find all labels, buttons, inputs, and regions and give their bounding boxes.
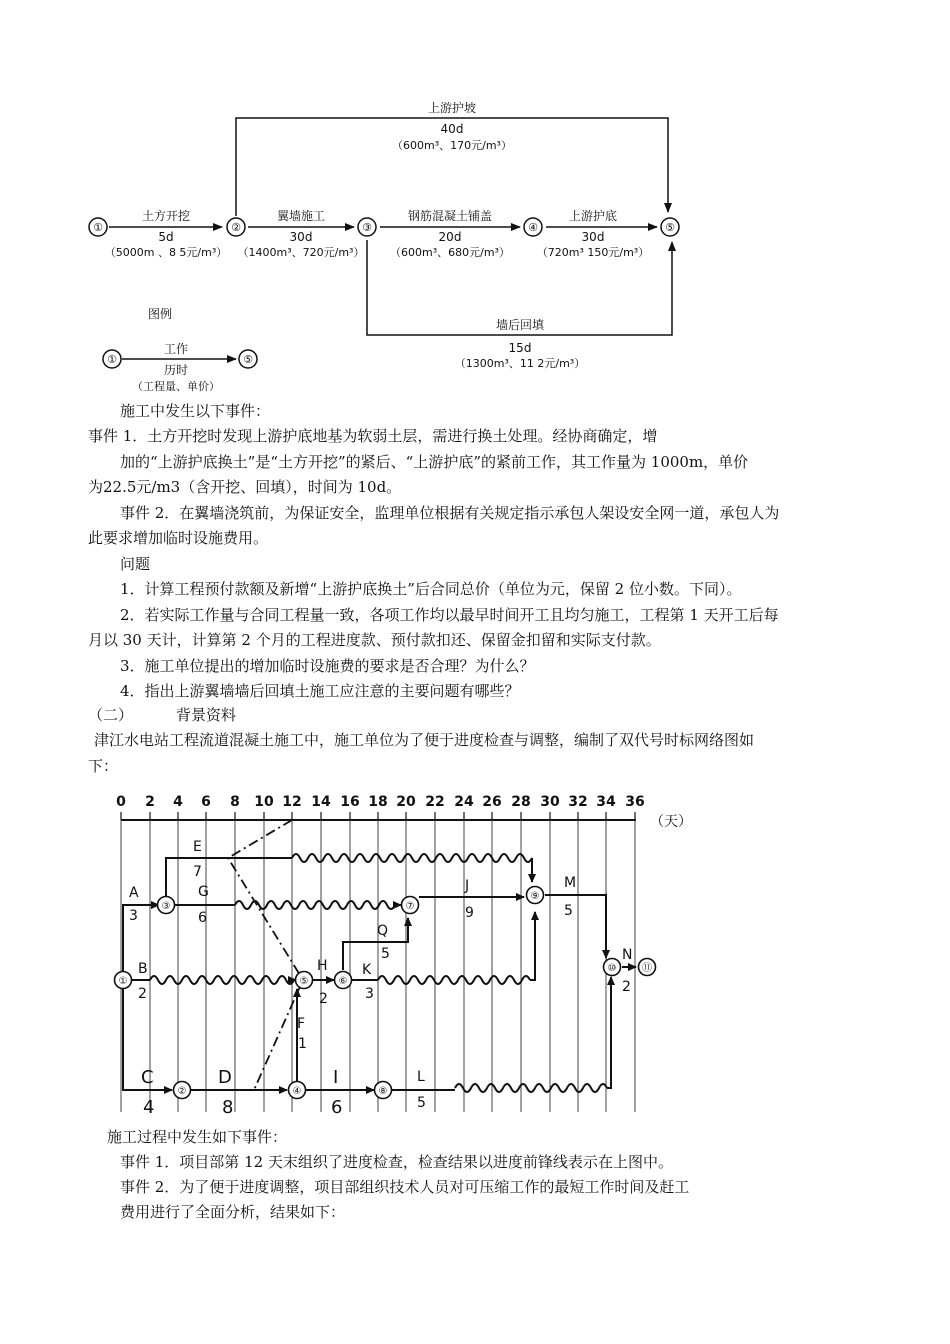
- activity-3-duration: 20d: [438, 230, 462, 244]
- question-1: 1．计算工程预付款额及新增“上游护底换土”后合同总价（单位为元，保留 2 位小数。下同）。: [120, 580, 742, 598]
- node-3: ③: [362, 221, 372, 234]
- tick-14: 14: [311, 794, 331, 810]
- act-J: J: [465, 878, 470, 894]
- tick-32: 32: [568, 794, 588, 810]
- node-4: ④: [528, 221, 538, 234]
- activity-2-detail: （1400m³、720元/m³）: [237, 246, 365, 259]
- act-A: A: [129, 885, 139, 901]
- tick-10: 10: [254, 794, 274, 810]
- node2-3: ③: [161, 901, 171, 912]
- tick-0: 0: [116, 794, 126, 810]
- act-J-dur: 9: [465, 905, 474, 921]
- activity-3-name: 钢筋混凝土铺盖: [407, 209, 493, 223]
- tick-20: 20: [396, 794, 416, 810]
- act-E: E: [193, 839, 202, 855]
- node2-10: ⑩: [607, 963, 617, 974]
- activity-upstream-slope-name: 上游护坡: [427, 101, 477, 115]
- act-G: G: [198, 884, 209, 900]
- activity-upstream-slope-duration: 40d: [440, 122, 464, 136]
- tick-6: 6: [201, 794, 211, 810]
- act-C: C: [141, 1067, 154, 1088]
- activity-backfill-detail: （1300m³、11 2元/m³）: [454, 357, 586, 370]
- node2-7: ⑦: [405, 901, 415, 912]
- act-C-dur: 4: [143, 1097, 155, 1118]
- activity-2-name: 翼墙施工: [276, 209, 326, 223]
- act-H-dur: 2: [319, 991, 328, 1007]
- node2-4: ④: [292, 1086, 302, 1097]
- act-K: K: [362, 962, 372, 978]
- paragraph-events-2-2: 事件 2．为了便于进度调整，项目部组织技术人员对可压缩工作的最短工作时间及赶工: [120, 1178, 690, 1196]
- act-E-dur: 7: [193, 864, 202, 880]
- tick-26: 26: [482, 794, 502, 810]
- node-5: ⑤: [665, 221, 675, 234]
- paragraph-event-2: 事件 2．在翼墙浇筑前，为保证安全，监理单位根据有关规定指示承包人架设安全网一道，承包人为: [120, 504, 780, 522]
- tick-24: 24: [454, 794, 474, 810]
- act-H: H: [317, 958, 328, 974]
- heading-questions: 问题: [120, 555, 151, 573]
- act-I-dur: 6: [331, 1097, 343, 1118]
- paragraph-event-1-cont: 加的“上游护底换土”是“土方开挖”的紧后、“上游护底”的紧前工作，其工作量为 1000m，单价: [120, 453, 749, 471]
- act-M: M: [564, 875, 577, 891]
- activity-4-duration: 30d: [581, 230, 605, 244]
- node2-5: ⑤: [299, 976, 309, 987]
- activity-1-name: 土方开挖: [141, 209, 191, 223]
- act-F-dur: 1: [298, 1036, 307, 1052]
- legend-title: 图例: [147, 307, 173, 321]
- tick-36: 36: [625, 794, 645, 810]
- paragraph-events-2-1: 事件 1．项目部第 12 天末组织了进度检查，检查结果以进度前锋线表示在上图中。: [120, 1153, 673, 1171]
- legend-node-to: ⑤: [243, 353, 253, 366]
- act-F: F: [297, 1016, 306, 1032]
- tick-8: 8: [230, 794, 240, 810]
- background-paragraph-cont: 下：: [88, 757, 119, 775]
- legend-node-from: ①: [107, 353, 117, 366]
- node2-6: ⑥: [338, 976, 348, 987]
- tick-30: 30: [540, 794, 560, 810]
- node2-2: ②: [177, 1086, 187, 1097]
- paragraph-events-intro: 施工中发生以下事件：: [120, 402, 271, 420]
- background-paragraph: 津江水电站工程流道混凝土施工中，施工单位为了便于进度检查与调整，编制了双代号时标网络图如: [94, 731, 755, 749]
- tick-18: 18: [368, 794, 388, 810]
- act-A-dur: 3: [129, 908, 138, 924]
- node2-9: ⑨: [530, 891, 540, 902]
- activity-4-name: 上游护底: [568, 209, 618, 223]
- activity-1-duration: 5d: [158, 230, 174, 244]
- act-G-dur: 6: [198, 910, 207, 926]
- act-L: L: [417, 1069, 425, 1085]
- activity-backfill-duration: 15d: [508, 341, 532, 355]
- question-2-cont: 月以 30 天计，计算第 2 个月的工程进度款、预付款扣还、保留金扣留和实际支付款。: [88, 631, 661, 649]
- tick-4: 4: [173, 794, 183, 810]
- paragraph-event-2-cont: 此要求增加临时设施费用。: [88, 529, 269, 547]
- act-B: B: [138, 961, 148, 977]
- tick-28: 28: [511, 794, 531, 810]
- node2-8: ⑧: [378, 1086, 388, 1097]
- tick-22: 22: [425, 794, 445, 810]
- legend-duration: 历时: [163, 363, 189, 377]
- activity-4-detail: （720m³ 150元/m³）: [536, 246, 650, 259]
- act-N-dur: 2: [622, 979, 631, 995]
- activity-2-duration: 30d: [289, 230, 313, 244]
- node-1: ①: [93, 221, 103, 234]
- question-3: 3．施工单位提出的增加临时设施费的要求是否合理？为什么？: [120, 657, 535, 675]
- legend-detail: （工程量、单价）: [132, 380, 220, 393]
- act-M-dur: 5: [564, 903, 573, 919]
- paragraph-event-1-cont2: 为22.5元/m3（含开挖、回填），时间为 10d。: [88, 478, 402, 496]
- activity-1-detail: （5000m 、8 5元/m³）: [104, 246, 228, 259]
- question-4: 4．指出上游翼墙墙后回填土施工应注意的主要问题有哪些？: [120, 682, 520, 700]
- act-Q-dur: 5: [381, 946, 390, 962]
- tick-16: 16: [340, 794, 360, 810]
- act-L-dur: 5: [417, 1095, 426, 1111]
- act-D-dur: 8: [222, 1097, 234, 1118]
- act-B-dur: 2: [138, 986, 147, 1002]
- activity-upstream-slope-detail: （600m³、170元/m³）: [392, 139, 512, 152]
- legend-work: 工作: [163, 342, 189, 356]
- paragraph-events-2-2-cont: 费用进行了全面分析，结果如下：: [120, 1203, 346, 1221]
- tick-34: 34: [596, 794, 616, 810]
- section-two-number: （二）: [88, 706, 134, 724]
- node2-11: ⑪: [642, 963, 652, 974]
- tick-12: 12: [282, 794, 302, 810]
- activity-backfill-name: 墙后回填: [495, 318, 545, 332]
- time-unit-label: （天）: [650, 814, 692, 830]
- act-I: I: [333, 1067, 339, 1088]
- paragraph-events-2-intro: 施工过程中发生如下事件：: [107, 1128, 288, 1146]
- act-Q: Q: [377, 923, 389, 939]
- act-K-dur: 3: [365, 986, 374, 1002]
- act-N: N: [622, 947, 633, 963]
- act-D: D: [218, 1067, 232, 1088]
- node-2: ②: [231, 221, 241, 234]
- paragraph-event-1: 事件 1．土方开挖时发现上游护底地基为软弱土层，需进行换土处理。经协商确定，增: [88, 427, 658, 445]
- question-2: 2．若实际工作量与合同工程量一致，各项工作均以最早时间开工且均匀施工，工程第 1 天开工后每: [120, 606, 779, 624]
- activity-3-detail: （600m³、680元/m³）: [390, 246, 510, 259]
- node2-1: ①: [118, 976, 128, 987]
- tick-2: 2: [145, 794, 155, 810]
- section-two-title: 背景资料: [176, 706, 237, 724]
